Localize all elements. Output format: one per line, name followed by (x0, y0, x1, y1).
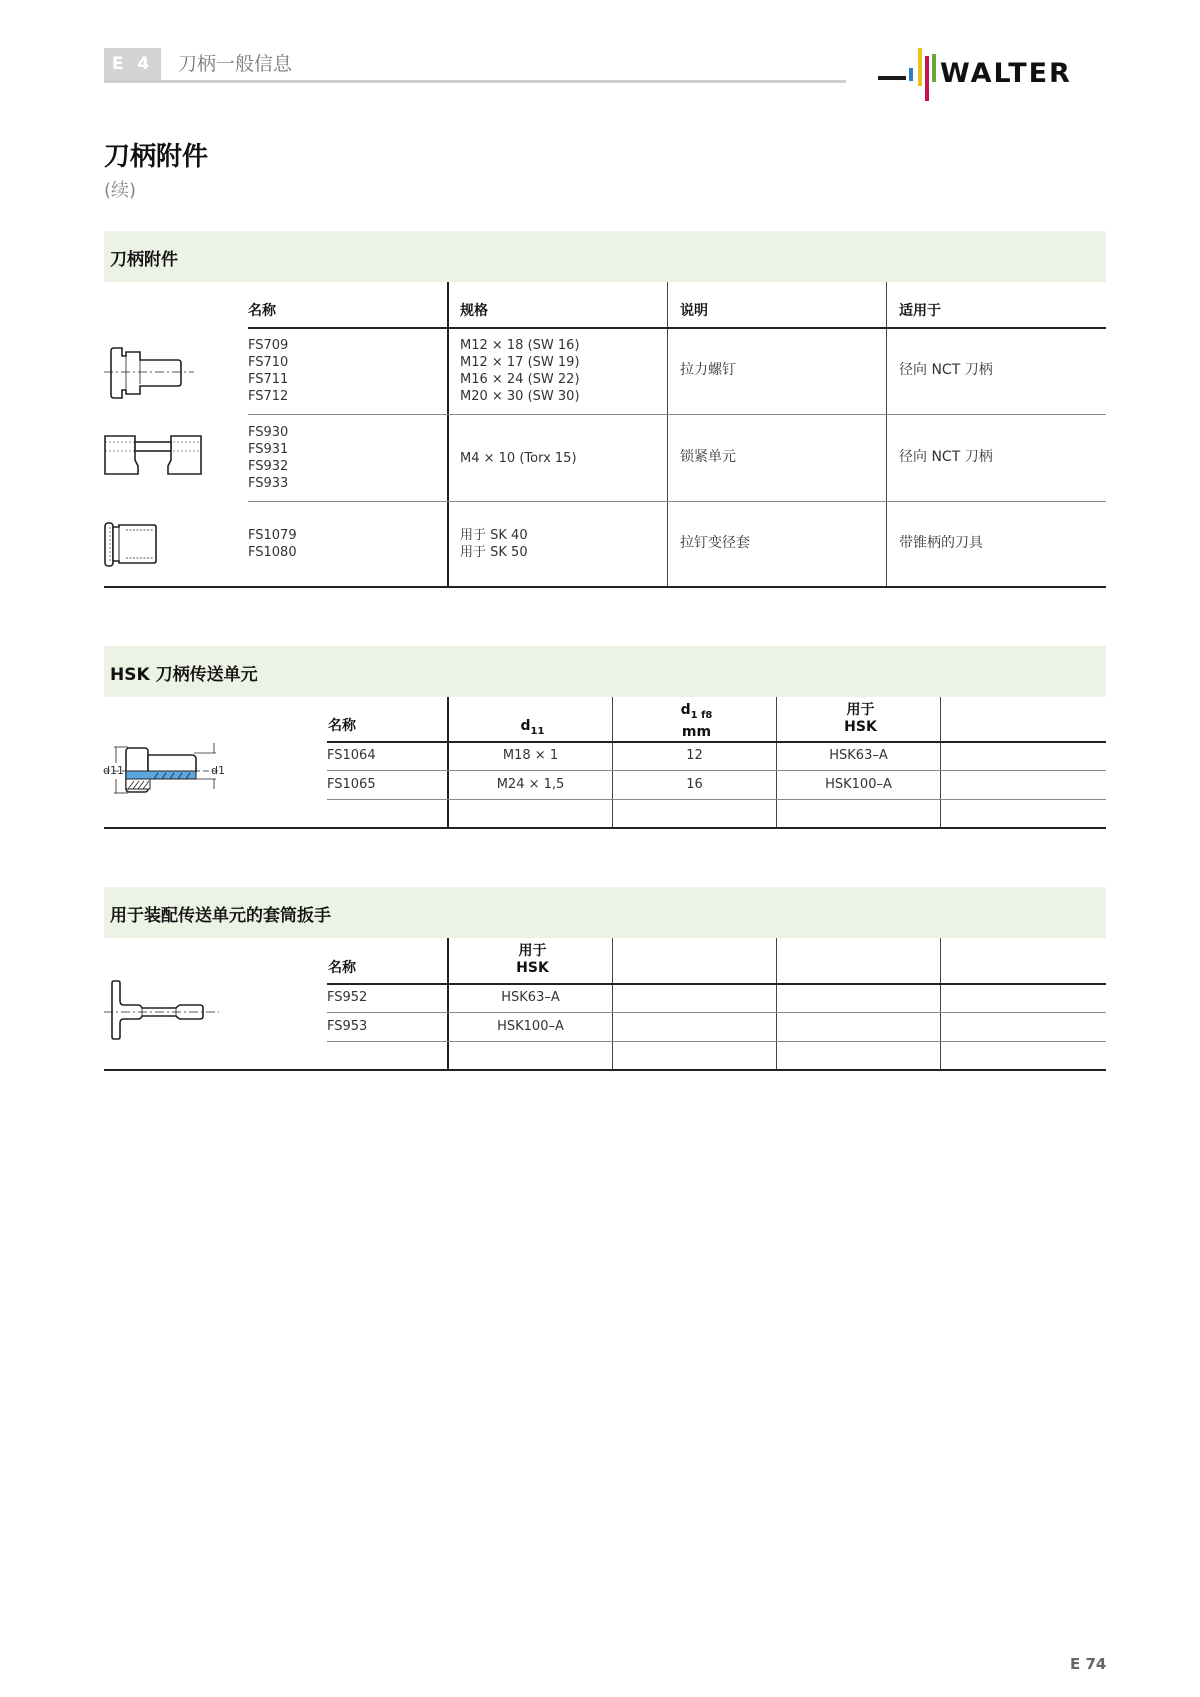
chapter-title: 刀柄一般信息 (178, 53, 293, 75)
col-header-for-hsk: 用于 HSK (516, 943, 549, 976)
col-header-description: 说明 (680, 303, 708, 319)
reducing-sleeve-icon (104, 522, 164, 568)
clamping-unit-icon (104, 432, 204, 477)
col-header-spec: 规格 (460, 303, 488, 319)
item-applies-to: 径向 NCT 刀柄 (899, 362, 993, 378)
item-d11: M18 × 1 (502, 748, 559, 763)
col-header-applies-to: 适用于 (899, 303, 941, 319)
item-description: 拉钉变径套 (680, 535, 750, 551)
item-applies-to: 径向 NCT 刀柄 (899, 449, 993, 465)
walter-logo (878, 46, 1108, 106)
section-header-hsk-transfer-unit (104, 646, 1106, 697)
d11-diagram-label: d11 (103, 764, 124, 777)
item-applies-to: 带锥柄的刀具 (899, 535, 983, 551)
col-header-name: 名称 (328, 960, 356, 976)
item-names: FS709 FS710 FS711 FS712 (248, 338, 289, 404)
item-specs: M12 × 18 (SW 16) M12 × 17 (SW 19) M16 × 24 (SW 22) M20 × 30 (SW 30) (460, 338, 580, 404)
page-title: 刀柄附件 (104, 142, 209, 172)
item-d11: M24 × 1,5 (496, 777, 565, 792)
section-title: 用于装配传送单元的套筒扳手 (110, 906, 331, 926)
col-header-for-hsk: 用于 HSK (844, 702, 877, 735)
header-divider (104, 80, 846, 83)
item-for-hsk: HSK63–A (501, 990, 560, 1005)
item-name: FS953 (327, 1019, 368, 1034)
item-for-hsk: HSK63–A (829, 748, 888, 763)
item-for-hsk: HSK100–A (497, 1019, 564, 1034)
col-header-name: 名称 (328, 718, 356, 734)
item-name: FS1064 (327, 748, 376, 763)
item-description: 锁紧单元 (680, 449, 736, 465)
page-subtitle: (续) (104, 180, 137, 201)
item-name: FS1065 (327, 777, 376, 792)
d1-diagram-label: d1 (211, 764, 225, 777)
item-description: 拉力螺钉 (680, 362, 736, 378)
section-title: 刀柄附件 (110, 250, 178, 270)
item-for-hsk: HSK100–A (825, 777, 892, 792)
t-socket-wrench-icon (104, 980, 224, 1040)
page-number: E 74 (1070, 1655, 1107, 1673)
section-header-holder-accessories (104, 231, 1106, 282)
item-d1: 12 (686, 748, 703, 763)
item-name: FS952 (327, 990, 368, 1005)
section-header-socket-wrench (104, 887, 1106, 938)
retention-knob-icon (104, 342, 204, 402)
logo-text: WALTER (940, 58, 1072, 89)
col-header-name: 名称 (248, 303, 276, 319)
item-names: FS1079 FS1080 (248, 528, 297, 560)
item-specs: 用于 SK 40 用于 SK 50 (460, 528, 528, 560)
col-header-d1: $d_{1 f8}$ mm (680, 702, 713, 740)
chapter-code-badge: E 4 (104, 48, 161, 81)
item-specs: M4 × 10 (Torx 15) (460, 451, 577, 466)
item-d1: 16 (686, 777, 703, 792)
item-names: FS930 FS931 FS932 FS933 (248, 425, 289, 491)
section-title: HSK 刀柄传送单元 (110, 665, 258, 685)
col-header-d11: $d_{11}$ (520, 718, 545, 737)
